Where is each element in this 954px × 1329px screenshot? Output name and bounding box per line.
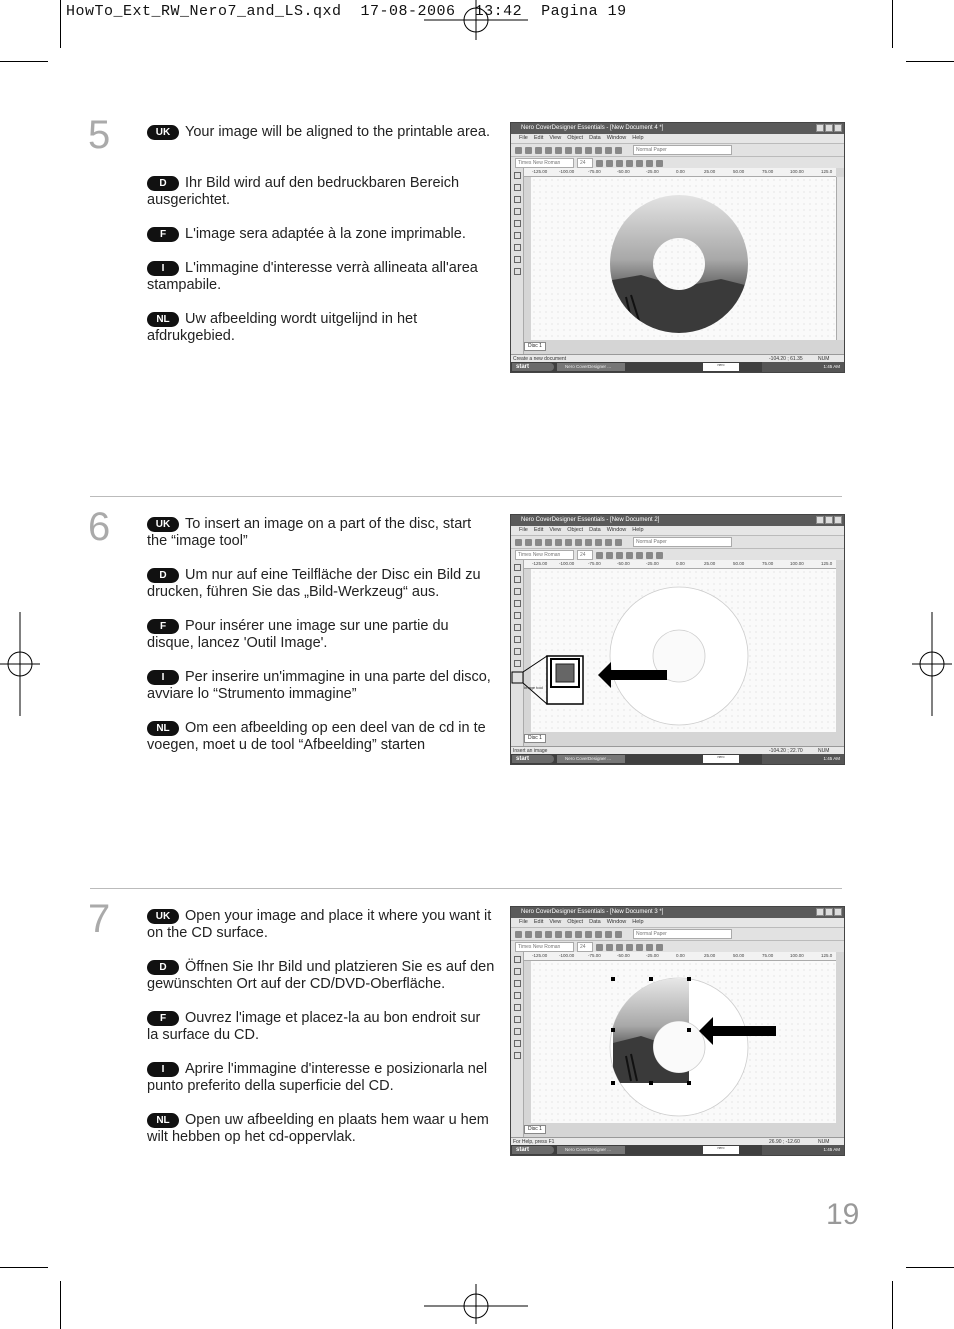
lang-badge: NL <box>147 721 179 736</box>
nero-logo: nero <box>703 755 739 763</box>
close-icon[interactable] <box>834 124 842 132</box>
cut-icon[interactable] <box>555 539 562 546</box>
disc-tab[interactable]: Disc 1 <box>524 1125 546 1134</box>
ruler-tick: 100.00 <box>790 953 804 958</box>
ruler-tick: 25.00 <box>704 169 716 174</box>
align-icon[interactable] <box>626 552 633 559</box>
group-icon[interactable] <box>646 160 653 167</box>
font-select[interactable]: Times New Roman <box>515 158 574 168</box>
ruler-tick: -100.00 <box>559 169 575 174</box>
menu-object[interactable]: Object <box>567 919 584 925</box>
color-icon[interactable] <box>636 944 643 951</box>
ruler-tick: 125.0 <box>821 561 833 566</box>
color-icon[interactable] <box>636 160 643 167</box>
start-button[interactable]: start <box>512 363 554 371</box>
instruction-nl <box>147 1112 495 1146</box>
select-tool-icon[interactable] <box>514 564 521 571</box>
instruction-nl <box>147 720 495 754</box>
lang-badge: I <box>147 1062 179 1077</box>
image-tool-callout <box>511 651 671 711</box>
horizontal-ruler <box>524 560 836 569</box>
screenshot-window <box>510 122 845 373</box>
crop-mark <box>0 61 48 62</box>
font-select[interactable]: Times New Roman <box>515 942 574 952</box>
image-tool-icon[interactable] <box>514 624 521 631</box>
align-icon[interactable] <box>626 944 633 951</box>
window-titlebar <box>511 123 844 134</box>
ruler-tick: -75.00 <box>588 169 601 174</box>
ellipse-tool-icon[interactable] <box>514 600 521 607</box>
status-coords: -104.20 ; 22.70 <box>769 748 803 754</box>
paste-icon[interactable] <box>575 539 582 546</box>
nero-logo: nero <box>703 363 739 371</box>
disc-tab[interactable]: Disc 1 <box>524 342 546 351</box>
paper-select[interactable]: Normal Paper <box>633 145 732 155</box>
lang-badge: F <box>147 619 179 634</box>
group-icon[interactable] <box>646 944 653 951</box>
window-titlebar <box>511 515 844 526</box>
list-tool-icon[interactable] <box>514 636 521 643</box>
rect-tool-icon[interactable] <box>514 588 521 595</box>
instruction-text: L'immagine d'interesse verrà allineata all'area stampabile. <box>147 260 478 293</box>
line-tool-icon[interactable] <box>514 576 521 583</box>
ruler-tick: 50.00 <box>733 953 745 958</box>
crop-mark <box>60 1281 61 1329</box>
image-tool-icon[interactable] <box>514 1016 521 1023</box>
rect-tool-icon[interactable] <box>514 980 521 987</box>
ruler-tick: 125.0 <box>821 169 833 174</box>
menu-window[interactable]: Window <box>606 135 627 141</box>
instruction-text: Om een afbeelding op een deel van de cd in te voegen, moet u de tool “Afbeelding” starten <box>147 720 486 753</box>
horizontal-ruler <box>524 168 836 177</box>
ruler-tick: 25.00 <box>704 953 716 958</box>
instruction-text: Öffnen Sie Ihr Bild und platzieren Sie es auf den gewünschten Ort auf der CD/DVD-Oberfläche. <box>147 959 495 992</box>
instruction-i <box>147 260 495 294</box>
delete-icon[interactable] <box>585 539 592 546</box>
text-tool-icon[interactable] <box>514 612 521 619</box>
field-tool-icon[interactable] <box>514 1052 521 1059</box>
status-mode: NUM <box>818 1139 830 1145</box>
lang-badge: UK <box>147 517 179 532</box>
menu-bar <box>511 134 844 143</box>
instruction-text: Your image will be aligned to the printable area. <box>185 124 490 140</box>
step-number: 5 <box>88 113 111 157</box>
instruction-text: To insert an image on a part of the disc, start the “image tool” <box>147 516 472 549</box>
ruler-tick: -50.00 <box>617 169 630 174</box>
instruction-f <box>147 1010 495 1044</box>
tool-palette <box>511 952 524 1137</box>
ruler-tick: -125.00 <box>532 169 548 174</box>
line-tool-icon[interactable] <box>514 968 521 975</box>
undo-icon[interactable] <box>595 931 602 938</box>
ruler-tick: 25.00 <box>704 561 716 566</box>
menu-data[interactable]: Data <box>589 135 601 141</box>
group-icon[interactable] <box>646 552 653 559</box>
instruction-nl <box>147 311 495 345</box>
ruler-tick: 75.00 <box>762 953 774 958</box>
color-icon[interactable] <box>636 552 643 559</box>
menu-view[interactable]: View <box>549 527 562 533</box>
lang-badge: F <box>147 1011 179 1026</box>
close-icon[interactable] <box>834 908 842 916</box>
text-tool-icon[interactable] <box>514 220 521 227</box>
instruction-d <box>147 175 495 209</box>
taskbar <box>511 362 844 372</box>
ruler-tick: 0.00 <box>676 561 685 566</box>
registration-mark-left <box>0 612 40 716</box>
crop-mark <box>892 1281 893 1329</box>
select-tool-icon[interactable] <box>514 172 521 179</box>
menu-view[interactable]: View <box>549 135 562 141</box>
lang-badge: UK <box>147 909 179 924</box>
redo-icon[interactable] <box>605 147 612 154</box>
registration-mark-right <box>912 612 952 716</box>
toolbar <box>511 927 844 940</box>
ruler-tick: -50.00 <box>617 953 630 958</box>
instruction-text: Open uw afbeelding en plaats hem waar u hem wilt hebben op het cd-oppervlak. <box>147 1112 489 1145</box>
ruler-tick: 75.00 <box>762 561 774 566</box>
minimize-icon[interactable] <box>816 124 824 132</box>
order-icon[interactable] <box>656 160 663 167</box>
menu-data[interactable]: Data <box>589 527 601 533</box>
instruction-text: Um nur auf eine Teilfläche der Disc ein Bild zu drucken, führen Sie das „Bild-Werkzeug“ aus. <box>147 567 481 600</box>
instruction-f <box>147 226 495 243</box>
line-tool-icon[interactable] <box>514 184 521 191</box>
toolbar <box>511 535 844 548</box>
ruler-tick: -100.00 <box>559 953 575 958</box>
open-icon[interactable] <box>525 931 532 938</box>
section-divider <box>90 496 842 497</box>
ruler-tick: -75.00 <box>588 561 601 566</box>
ruler-tick: -125.00 <box>532 561 548 566</box>
crop-mark <box>906 1267 954 1268</box>
new-icon[interactable] <box>515 539 522 546</box>
text-tool-icon[interactable] <box>514 1004 521 1011</box>
crop-mark <box>906 61 954 62</box>
new-icon[interactable] <box>515 147 522 154</box>
screenshot-window <box>510 906 845 1156</box>
ruler-tick: 125.0 <box>821 953 833 958</box>
paper-select[interactable]: Normal Paper <box>633 929 732 939</box>
lang-badge: I <box>147 670 179 685</box>
menu-help[interactable]: Help <box>632 135 644 141</box>
design-canvas[interactable] <box>531 177 836 340</box>
menu-view[interactable]: View <box>549 919 562 925</box>
instruction-i <box>147 669 495 703</box>
disc-tab[interactable]: Disc 1 <box>524 734 546 743</box>
lang-badge: F <box>147 227 179 242</box>
menu-help[interactable]: Help <box>632 919 644 925</box>
system-tray-clock: 1:45 AM <box>762 754 844 764</box>
design-canvas[interactable] <box>531 961 836 1123</box>
menu-help[interactable]: Help <box>632 527 644 533</box>
ruler-tick: -50.00 <box>617 561 630 566</box>
align-icon[interactable] <box>626 160 633 167</box>
open-icon[interactable] <box>525 147 532 154</box>
help-icon[interactable] <box>615 931 622 938</box>
ruler-tick: 50.00 <box>733 169 745 174</box>
lang-badge: D <box>147 960 179 975</box>
undo-icon[interactable] <box>595 539 602 546</box>
print-icon[interactable] <box>545 147 552 154</box>
menu-data[interactable]: Data <box>589 919 601 925</box>
order-icon[interactable] <box>656 944 663 951</box>
menu-edit[interactable]: Edit <box>533 919 544 925</box>
ruler-tick: -100.00 <box>559 561 575 566</box>
registration-mark-top <box>424 0 528 40</box>
size-select[interactable]: 24 <box>577 550 593 560</box>
print-icon[interactable] <box>545 931 552 938</box>
size-select[interactable]: 24 <box>577 158 593 168</box>
crop-mark <box>60 0 61 48</box>
ruler-tick: -25.00 <box>646 561 659 566</box>
maximize-icon[interactable] <box>825 516 833 524</box>
lang-badge: NL <box>147 1113 179 1128</box>
instruction-text: L'image sera adaptée à la zone imprimable. <box>185 226 466 242</box>
tool-palette <box>511 168 524 354</box>
cd-disc-image <box>531 177 836 342</box>
underline-icon[interactable] <box>616 552 623 559</box>
rect-tool-icon[interactable] <box>514 196 521 203</box>
cd-disc-with-placed-image <box>531 961 836 1126</box>
paste-icon[interactable] <box>575 147 582 154</box>
print-slug: HowTo_Ext_RW_Nero7_and_LS.qxd 17-08-2006 13:42 Pagina 19 <box>66 3 627 20</box>
order-icon[interactable] <box>656 552 663 559</box>
menu-file[interactable]: File <box>519 919 528 925</box>
taskbar <box>511 754 844 764</box>
menu-edit[interactable]: Edit <box>533 527 544 533</box>
registration-mark-bottom <box>424 1284 528 1324</box>
ellipse-tool-icon[interactable] <box>514 208 521 215</box>
system-tray-clock: 1:45 AM <box>762 362 844 372</box>
instruction-d <box>147 959 495 993</box>
list-tool-icon[interactable] <box>514 244 521 251</box>
bold-icon[interactable] <box>596 160 603 167</box>
ruler-tick: 100.00 <box>790 169 804 174</box>
ruler-tick: -25.00 <box>646 953 659 958</box>
bold-icon[interactable] <box>596 552 603 559</box>
field-tool-icon[interactable] <box>514 268 521 275</box>
close-icon[interactable] <box>834 516 842 524</box>
new-icon[interactable] <box>515 931 522 938</box>
ruler-tick: 50.00 <box>733 561 745 566</box>
instruction-text: Uw afbeelding wordt uitgelijnd in het afdrukgebied. <box>147 311 418 344</box>
start-button[interactable]: start <box>512 755 554 763</box>
system-tray-clock: 1:45 AM <box>762 1145 844 1155</box>
ruler-tick: -125.00 <box>532 953 548 958</box>
save-icon[interactable] <box>535 147 542 154</box>
status-coords: -104.20 ; 61.35 <box>769 356 803 362</box>
taskbar <box>511 1145 844 1155</box>
delete-icon[interactable] <box>585 931 592 938</box>
lang-badge: D <box>147 568 179 583</box>
menu-edit[interactable]: Edit <box>533 135 544 141</box>
toolbar <box>511 143 844 156</box>
start-button[interactable]: start <box>512 1146 554 1154</box>
window-title: Nero CoverDesigner Essentials - [New Document 2] <box>521 517 660 523</box>
step-number: 7 <box>88 897 111 941</box>
work-area <box>511 168 844 354</box>
instruction-uk <box>147 908 495 942</box>
instruction-f <box>147 618 495 652</box>
bold-icon[interactable] <box>596 944 603 951</box>
ruler-tick: 0.00 <box>676 169 685 174</box>
instruction-text: Aprire l'immagine d'interesse e posizionarla nel punto preferito della superficie del CD. <box>147 1061 488 1094</box>
table-tool-icon[interactable] <box>514 1040 521 1047</box>
menu-file[interactable]: File <box>519 527 528 533</box>
print-icon[interactable] <box>545 539 552 546</box>
lang-badge: UK <box>147 125 179 140</box>
image-tool-label: Image tool <box>524 685 543 690</box>
help-icon[interactable] <box>615 147 622 154</box>
menu-object[interactable]: Object <box>567 135 584 141</box>
table-tool-icon[interactable] <box>514 256 521 263</box>
status-text: For Help, press F1 <box>513 1139 555 1145</box>
taskbar-task[interactable]: Nero CoverDesigner ... <box>557 1146 625 1154</box>
instruction-uk <box>147 124 495 141</box>
status-mode: NUM <box>818 356 830 362</box>
taskbar-task[interactable]: Nero CoverDesigner ... <box>557 363 625 371</box>
minimize-icon[interactable] <box>816 516 824 524</box>
italic-icon[interactable] <box>606 552 613 559</box>
step-number: 6 <box>88 505 111 549</box>
instruction-text: Open your image and place it where you want it on the CD surface. <box>147 908 492 941</box>
status-text: Insert an image <box>513 748 548 754</box>
image-tool-icon[interactable] <box>514 232 521 239</box>
paper-select[interactable]: Normal Paper <box>633 537 732 547</box>
menu-window[interactable]: Window <box>606 919 627 925</box>
redo-icon[interactable] <box>605 539 612 546</box>
open-icon[interactable] <box>525 539 532 546</box>
paste-icon[interactable] <box>575 931 582 938</box>
instruction-d <box>147 567 495 601</box>
crop-mark <box>0 1267 48 1268</box>
copy-icon[interactable] <box>565 147 572 154</box>
lang-badge: D <box>147 176 179 191</box>
save-icon[interactable] <box>535 539 542 546</box>
italic-icon[interactable] <box>606 944 613 951</box>
font-select[interactable]: Times New Roman <box>515 550 574 560</box>
copy-icon[interactable] <box>565 931 572 938</box>
cut-icon[interactable] <box>555 147 562 154</box>
underline-icon[interactable] <box>616 944 623 951</box>
underline-icon[interactable] <box>616 160 623 167</box>
save-icon[interactable] <box>535 931 542 938</box>
instruction-text: Ihr Bild wird auf den bedruckbaren Bereich ausgerichtet. <box>147 175 460 208</box>
instruction-text: Pour insérer une image sur une partie du disque, lancez 'Outil Image'. <box>147 618 449 651</box>
vertical-scrollbar[interactable] <box>836 177 844 340</box>
list-tool-icon[interactable] <box>514 1028 521 1035</box>
window-titlebar <box>511 907 844 918</box>
ellipse-tool-icon[interactable] <box>514 992 521 999</box>
page-number: 19 <box>826 1198 860 1231</box>
menu-bar <box>511 526 844 535</box>
instruction-text: Per inserire un'immagine in una parte del disco, avviare lo “Strumento immagine” <box>147 669 491 702</box>
select-tool-icon[interactable] <box>514 956 521 963</box>
lang-badge: I <box>147 261 179 276</box>
instruction-uk <box>147 516 495 550</box>
copy-icon[interactable] <box>565 539 572 546</box>
section-divider <box>90 888 842 889</box>
taskbar-task[interactable]: Nero CoverDesigner ... <box>557 755 625 763</box>
window-title: Nero CoverDesigner Essentials - [New Document 4 *] <box>521 125 664 131</box>
undo-icon[interactable] <box>595 147 602 154</box>
work-area <box>511 952 844 1137</box>
ruler-tick: 100.00 <box>790 561 804 566</box>
ruler-tick: -75.00 <box>588 953 601 958</box>
status-text: Create a new document <box>513 356 567 362</box>
menu-bar <box>511 918 844 927</box>
help-icon[interactable] <box>615 539 622 546</box>
ruler-tick: -25.00 <box>646 169 659 174</box>
menu-window[interactable]: Window <box>606 527 627 533</box>
horizontal-ruler <box>524 952 836 961</box>
instruction-i <box>147 1061 495 1095</box>
delete-icon[interactable] <box>585 147 592 154</box>
instruction-text: Ouvrez l'image et placez-la au bon endroit sur la surface du CD. <box>147 1010 481 1043</box>
cut-icon[interactable] <box>555 931 562 938</box>
italic-icon[interactable] <box>606 160 613 167</box>
nero-logo: nero <box>703 1146 739 1154</box>
crop-mark <box>892 0 893 48</box>
status-mode: NUM <box>818 748 830 754</box>
maximize-icon[interactable] <box>825 124 833 132</box>
window-title: Nero CoverDesigner Essentials - [New Document 3 *] <box>521 909 664 915</box>
maximize-icon[interactable] <box>825 908 833 916</box>
minimize-icon[interactable] <box>816 908 824 916</box>
status-coords: 26.90 ; -12.60 <box>769 1139 800 1145</box>
ruler-tick: 75.00 <box>762 169 774 174</box>
menu-file[interactable]: File <box>519 135 528 141</box>
size-select[interactable]: 24 <box>577 942 593 952</box>
screenshot-window <box>510 514 845 765</box>
ruler-tick: 0.00 <box>676 953 685 958</box>
menu-object[interactable]: Object <box>567 527 584 533</box>
redo-icon[interactable] <box>605 931 612 938</box>
lang-badge: NL <box>147 312 179 327</box>
